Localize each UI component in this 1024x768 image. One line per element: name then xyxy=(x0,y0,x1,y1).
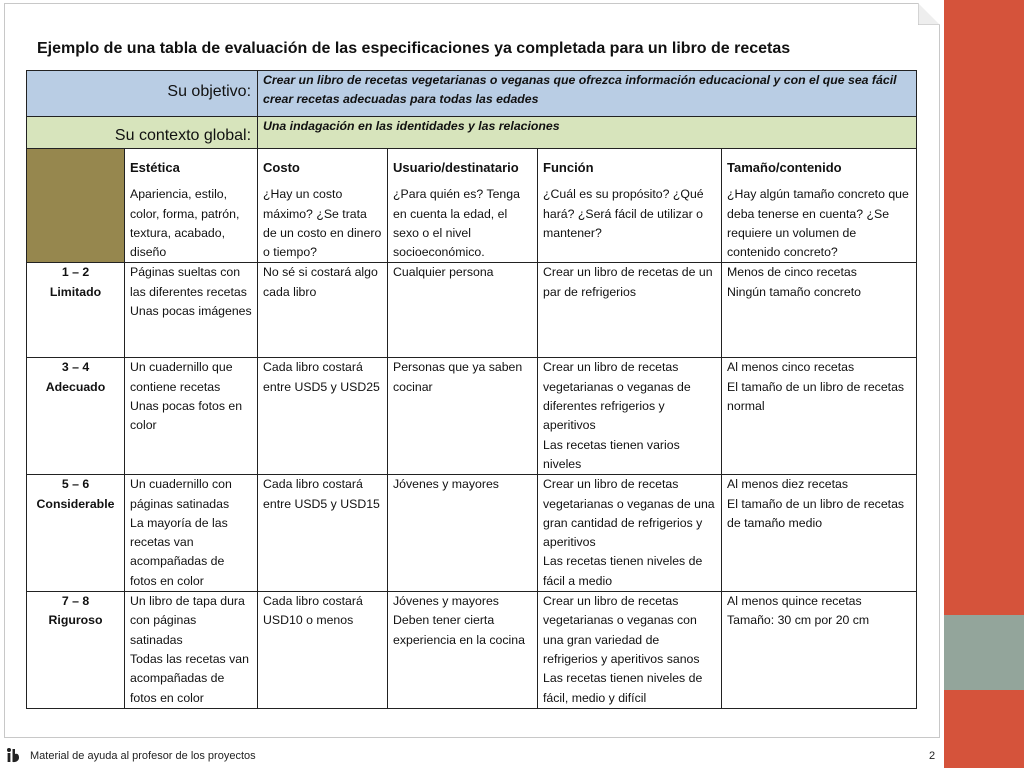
header-description: ¿Cuál es su propósito? ¿Qué hará? ¿Será fácil de utilizar o mantener? xyxy=(543,187,704,240)
table-cell xyxy=(538,358,722,475)
cell-line: Un libro de tapa dura con páginas satinadas xyxy=(130,594,245,647)
table-cell xyxy=(388,358,538,475)
header-cell xyxy=(125,149,258,263)
slide-side-band xyxy=(944,0,1024,768)
cell-line: Personas que ya saben cocinar xyxy=(393,360,523,394)
cell-line: Todas las recetas van acompañadas de fotos en color xyxy=(130,651,249,705)
table-cell xyxy=(258,358,388,475)
cell-line: Crear un libro de recetas de un par de refrigerios xyxy=(543,265,713,299)
level-name: Adecuado xyxy=(45,379,106,394)
level-range: 1 – 2 xyxy=(61,265,90,280)
table-cell xyxy=(538,592,722,709)
cell-line: Al menos diez recetas xyxy=(727,477,848,492)
document-title: Ejemplo de una tabla de evaluación de las especificaciones ya completada para un libro de recetas xyxy=(37,40,791,57)
table-cell xyxy=(388,475,538,592)
cell-line: Ningún tamaño concreto xyxy=(727,284,861,299)
cell-line: Las recetas tienen niveles de fácil, medio y difícil xyxy=(543,671,703,705)
table-cell xyxy=(125,592,258,709)
level-cell xyxy=(27,358,125,475)
objective-label: Su objetivo: xyxy=(27,71,258,117)
header-description: ¿Hay algún tamaño concreto que deba tenerse en cuenta? ¿Se requiere un volumen de contenido concreto? xyxy=(727,187,909,260)
header-name: Tamaño/contenido xyxy=(727,160,842,175)
level-range: 7 – 8 xyxy=(61,594,90,609)
cell-line: Páginas sueltas con las diferentes recetas xyxy=(130,265,247,299)
table-cell xyxy=(388,592,538,709)
objective-row xyxy=(27,71,917,117)
header-description: ¿Para quién es? Tenga en cuenta la edad, el sexo o el nivel socioeconómico. xyxy=(393,187,520,260)
cell-line: Crear un libro de recetas vegetarianas o veganas de una gran cantidad de refrigerios y aperitivos xyxy=(543,477,715,550)
cell-line: Crear un libro de recetas vegetarianas o veganas de diferentes refrigerios y aperitivos xyxy=(543,360,691,433)
header-description: Apariencia, estilo, color, forma, patrón, textura, acabado, diseño xyxy=(130,187,240,260)
table-cell xyxy=(722,592,917,709)
table-cell xyxy=(258,475,388,592)
cell-line: Cada libro costará USD10 o menos xyxy=(263,594,363,628)
table-cell xyxy=(125,263,258,358)
cell-line: Tamaño: 30 cm por 20 cm xyxy=(727,613,870,628)
context-label: Su contexto global: xyxy=(27,117,258,149)
level-name: Considerable xyxy=(36,496,115,511)
table-cell xyxy=(388,263,538,358)
side-band-accent xyxy=(944,615,1024,690)
header-cell xyxy=(722,149,917,263)
level-range: 5 – 6 xyxy=(61,477,90,492)
cell-line: Al menos cinco recetas xyxy=(727,360,855,375)
header-cell xyxy=(388,149,538,263)
ib-logo-icon xyxy=(5,747,19,763)
level-name: Riguroso xyxy=(48,613,103,628)
table-row xyxy=(27,592,917,709)
header-swatch xyxy=(27,149,125,263)
header-cell xyxy=(258,149,388,263)
cell-line: Menos de cinco recetas xyxy=(727,265,857,280)
table-cell xyxy=(258,592,388,709)
header-name: Costo xyxy=(263,160,300,175)
table-row xyxy=(27,475,917,592)
header-name: Función xyxy=(543,160,594,175)
cell-line: Cualquier persona xyxy=(393,265,494,280)
cell-line: Unas pocas imágenes xyxy=(130,304,252,319)
header-name: Estética xyxy=(130,160,180,175)
table-cell xyxy=(538,475,722,592)
header-name: Usuario/destinatario xyxy=(393,160,519,175)
cell-line: Un cuadernillo que contiene recetas xyxy=(130,360,233,394)
cell-line: Cada libro costará entre USD5 y USD15 xyxy=(263,477,380,511)
cell-line: Las recetas tienen varios niveles xyxy=(543,437,680,471)
table-row xyxy=(27,358,917,475)
table-cell xyxy=(722,263,917,358)
cell-line: Al menos quince recetas xyxy=(727,594,862,609)
cell-line: Jóvenes y mayores xyxy=(393,594,499,609)
level-cell xyxy=(27,592,125,709)
cell-line: Deben tener cierta experiencia en la cocina xyxy=(393,613,525,647)
context-text: Una indagación en las identidades y las relaciones xyxy=(258,117,917,149)
level-range: 3 – 4 xyxy=(61,360,90,375)
context-row xyxy=(27,117,917,149)
table-cell xyxy=(722,475,917,592)
level-name: Limitado xyxy=(49,284,102,299)
cell-line: El tamaño de un libro de recetas de tamaño medio xyxy=(727,496,905,530)
cell-line: Unas pocas fotos en color xyxy=(130,399,243,433)
cell-line: Las recetas tienen niveles de fácil a medio xyxy=(543,554,703,588)
level-cell xyxy=(27,263,125,358)
cell-line: La mayoría de las recetas van acompañadas de fotos en color xyxy=(130,515,228,588)
table-cell xyxy=(125,475,258,592)
level-cell xyxy=(27,475,125,592)
specification-table xyxy=(26,70,917,709)
objective-text: Crear un libro de recetas vegetarianas o veganas que ofrezca información educacional y con el que sea fácil crear recetas adecuadas para todas las edades xyxy=(258,71,917,117)
footer-text: Material de ayuda al profesor de los proyectos xyxy=(30,750,256,762)
table-cell xyxy=(538,263,722,358)
table-cell xyxy=(722,358,917,475)
header-description: ¿Hay un costo máximo? ¿Se trata de un costo en dinero o tiempo? xyxy=(263,187,382,260)
cell-line: Un cuadernillo con páginas satinadas xyxy=(130,477,232,511)
page-number: 2 xyxy=(929,750,936,762)
page-corner-icon xyxy=(918,3,940,25)
table-cell xyxy=(125,358,258,475)
cell-line: Crear un libro de recetas vegetarianas o veganas con una gran variedad de refrigerios y aperitivos sanos xyxy=(543,594,700,666)
table-cell xyxy=(258,263,388,358)
cell-line: Jóvenes y mayores xyxy=(393,477,499,492)
cell-line: El tamaño de un libro de recetas normal xyxy=(727,379,905,414)
criteria-header-row xyxy=(27,149,917,263)
cell-line: No sé si costará algo cada libro xyxy=(263,265,378,299)
cell-line: Cada libro costará entre USD5 y USD25 xyxy=(263,360,380,394)
header-cell xyxy=(538,149,722,263)
table-row xyxy=(27,263,917,358)
